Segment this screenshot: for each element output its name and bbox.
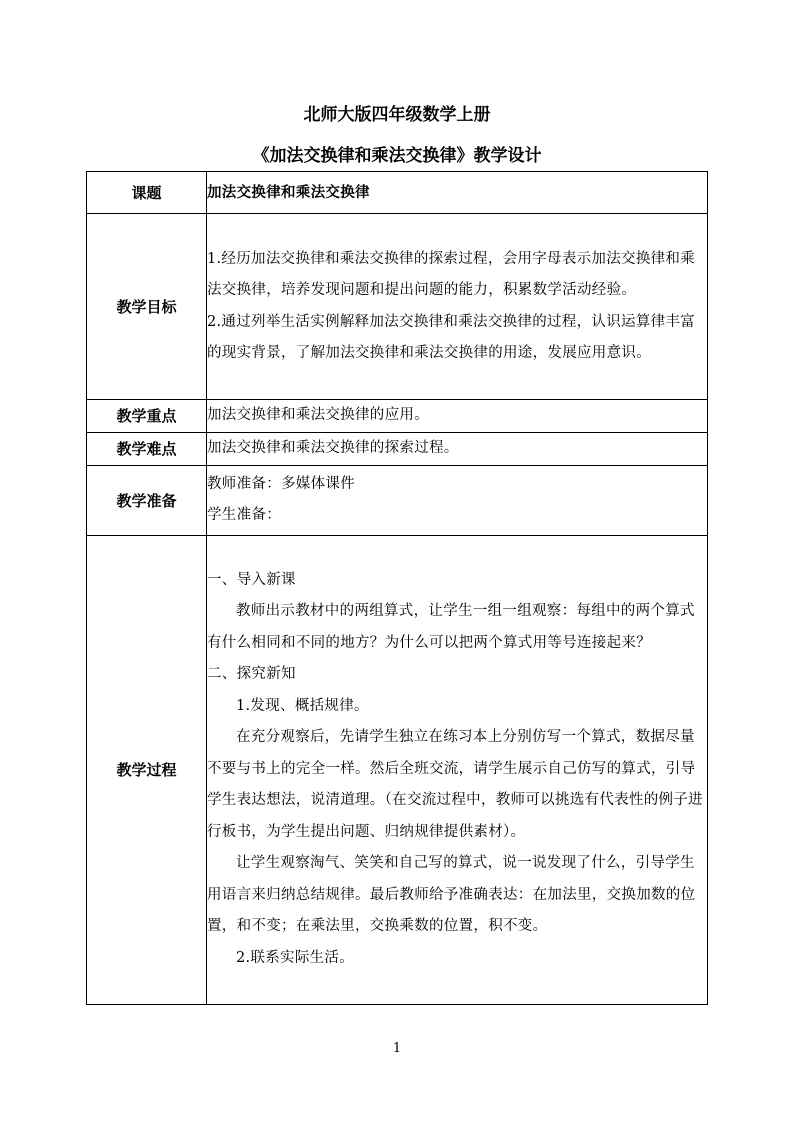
table-row [87,172,708,214]
row-label-process: 教学过程 [87,535,207,1004]
row-content-objectives [207,214,708,400]
objective-2: 2.通过列举生活实例解释加法交换律和乘法交换律的过程，认识运算律丰富的现实背景，了解加法交换律和乘法交换律的用途，发展应用意识。 [207,313,696,361]
process-paragraph: 在充分观察后，先请学生独立在练习本上分别仿写一个算式，数据尽量不要与书上的完全一样。然后全班交流，请学生展示自己仿写的算式，引导学生表达想法，说清道理。（在交流过程中，教师可以挑选有代表性的例子进行板书，为学生提出问题、归纳规律提供素材）。 [207,729,703,840]
lesson-plan-table [86,171,708,1005]
process-paragraph: 让学生观察淘气、笑笑和自己写的算式，说一说发现了什么，引导学生用语言来归纳总结规律。最后教师给予准确表达：在加法里，交换加数的位置，和不变；在乘法里，交换乘数的位置，积不变。 [207,855,696,935]
row-content-process [207,535,708,1004]
table-row [87,465,708,535]
row-content-difficulty: 加法交换律和乘法交换律的探索过程。 [207,432,708,465]
row-label-topic: 课题 [87,172,207,214]
process-subheading: 2.联系实际生活。 [236,949,355,966]
row-label-difficulty: 教学难点 [87,432,207,465]
row-content-topic: 加法交换律和乘法交换律 [207,172,708,214]
row-label-key-point: 教学重点 [87,400,207,433]
process-heading-1: 一、导入新课 [207,571,296,588]
document-title: 北师大版四年级数学上册 [303,105,491,125]
preparation-teacher: 教师准备：多媒体课件 [207,475,355,492]
row-label-objectives: 教学目标 [87,214,207,400]
document-subtitle: 《加法交换律和乘法交换律》教学设计 [252,146,542,166]
process-paragraph: 教师出示教材中的两组算式，让学生一组一组观察：每组中的两个算式有什么相同和不同的地方？为什么可以把两个算式用等号连接起来？ [207,603,695,651]
row-label-preparation: 教学准备 [87,465,207,535]
preparation-student: 学生准备： [207,507,281,523]
table-row [87,400,708,433]
table-row [87,535,708,1004]
page-number: 1 [392,1041,402,1056]
table-row [87,214,708,400]
objective-1: 1.经历加法交换律和乘法交换律的探索过程，会用字母表示加法交换律和乘法交换律，培养发现问题和提出问题的能力，积累数学活动经验。 [207,250,696,298]
row-content-preparation [207,465,708,535]
process-heading-2: 二、探究新知 [207,666,296,683]
process-subheading: 1.发现、概括规律。 [236,697,369,714]
table-row [87,432,708,465]
row-content-key-point: 加法交换律和乘法交换律的应用。 [207,400,708,433]
